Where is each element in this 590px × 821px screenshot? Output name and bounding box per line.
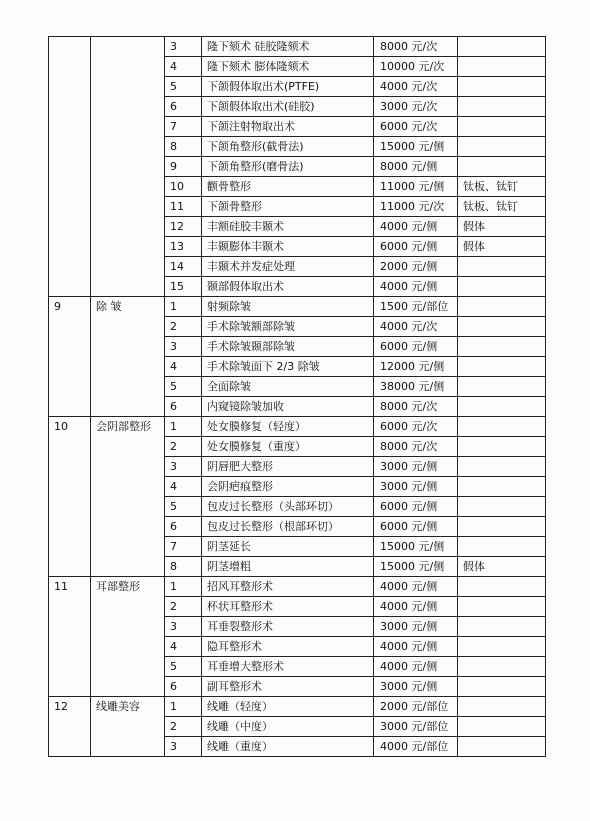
item-price-cell: 3000 元/侧 <box>374 457 458 477</box>
item-note-cell <box>458 577 546 597</box>
item-note-cell <box>458 117 546 137</box>
item-name-cell: 隐耳整形术 <box>202 637 374 657</box>
item-note-cell <box>458 137 546 157</box>
item-number-cell: 6 <box>165 397 202 417</box>
category-number-cell <box>49 297 91 417</box>
item-note-cell <box>458 677 546 697</box>
item-note-cell <box>458 277 546 297</box>
item-note-cell <box>458 157 546 177</box>
item-number-cell: 9 <box>165 157 202 177</box>
item-price-cell: 3000 元/侧 <box>374 477 458 497</box>
item-price-cell: 10000 元/次 <box>374 57 458 77</box>
item-number-cell: 6 <box>165 677 202 697</box>
item-number-cell: 15 <box>165 277 202 297</box>
item-name-cell: 下颌假体取出术(硅胶) <box>202 97 374 117</box>
item-price-cell: 2000 元/部位 <box>374 697 458 717</box>
item-price-cell: 8000 元/次 <box>374 37 458 57</box>
item-price-cell: 3000 元/侧 <box>374 677 458 697</box>
item-price-cell: 4000 元/部位 <box>374 737 458 757</box>
item-note-cell: 钛板、钛钉 <box>458 197 546 217</box>
item-name-cell: 耳垂裂整形术 <box>202 617 374 637</box>
item-number-cell: 7 <box>165 117 202 137</box>
item-name-cell: 杯状耳整形术 <box>202 597 374 617</box>
item-number-cell: 5 <box>165 77 202 97</box>
item-name-cell: 手术除皱颞部除皱 <box>202 337 374 357</box>
item-price-cell: 8000 元/次 <box>374 397 458 417</box>
item-note-cell <box>458 697 546 717</box>
item-price-cell: 11000 元/侧 <box>374 177 458 197</box>
item-name-cell: 手术除皱面下 2/3 除皱 <box>202 357 374 377</box>
item-number-cell: 11 <box>165 197 202 217</box>
item-name-cell: 隆下颏术 硅胶隆颏术 <box>202 37 374 57</box>
table-row <box>49 37 546 57</box>
category-number-cell <box>49 697 91 757</box>
item-note-cell <box>458 477 546 497</box>
item-number-cell: 5 <box>165 497 202 517</box>
category-name: 会阴部整形 <box>96 420 151 433</box>
category-name: 除 皱 <box>96 300 122 313</box>
item-note-cell <box>458 337 546 357</box>
item-price-cell: 15000 元/侧 <box>374 537 458 557</box>
item-name-cell: 阴唇肥大整形 <box>202 457 374 477</box>
item-note-cell <box>458 437 546 457</box>
item-number-cell: 2 <box>165 317 202 337</box>
item-price-cell: 1500 元/部位 <box>374 297 458 317</box>
item-number-cell: 6 <box>165 97 202 117</box>
item-price-cell: 4000 元/侧 <box>374 577 458 597</box>
item-name-cell: 丰颞膨体丰颞术 <box>202 237 374 257</box>
item-name-cell: 招风耳整形术 <box>202 577 374 597</box>
category-name-cell <box>91 37 165 297</box>
item-name-cell: 处女膜修复（轻度） <box>202 417 374 437</box>
item-note-cell <box>458 517 546 537</box>
category-number-cell <box>49 577 91 697</box>
item-number-cell: 2 <box>165 597 202 617</box>
item-price-cell: 8000 元/侧 <box>374 157 458 177</box>
category-name-cell <box>91 697 165 757</box>
item-note-cell <box>458 497 546 517</box>
table-row <box>49 577 546 597</box>
category-number-cell <box>49 417 91 577</box>
item-note-cell <box>458 97 546 117</box>
item-note-cell <box>458 377 546 397</box>
item-number-cell: 3 <box>165 617 202 637</box>
table-row <box>49 297 546 317</box>
item-note-cell: 假体 <box>458 237 546 257</box>
item-name-cell: 下颌角整形(截骨法) <box>202 137 374 157</box>
item-number-cell: 2 <box>165 717 202 737</box>
price-table <box>48 36 546 757</box>
item-number-cell: 1 <box>165 297 202 317</box>
category-number: 10 <box>54 420 68 433</box>
item-price-cell: 3000 元/侧 <box>374 617 458 637</box>
item-price-cell: 12000 元/侧 <box>374 357 458 377</box>
item-price-cell: 6000 元/次 <box>374 117 458 137</box>
item-number-cell: 2 <box>165 437 202 457</box>
item-price-cell: 4000 元/侧 <box>374 277 458 297</box>
category-number: 9 <box>54 300 61 313</box>
category-number: 12 <box>54 700 68 713</box>
item-price-cell: 4000 元/次 <box>374 77 458 97</box>
item-note-cell <box>458 397 546 417</box>
item-price-cell: 11000 元/次 <box>374 197 458 217</box>
item-note-cell <box>458 317 546 337</box>
item-name-cell: 线雕（轻度） <box>202 697 374 717</box>
item-note-cell <box>458 77 546 97</box>
item-number-cell: 4 <box>165 357 202 377</box>
item-number-cell: 4 <box>165 57 202 77</box>
category-name-cell <box>91 417 165 577</box>
table-row <box>49 697 546 717</box>
item-number-cell: 6 <box>165 517 202 537</box>
item-number-cell: 1 <box>165 577 202 597</box>
item-number-cell: 1 <box>165 697 202 717</box>
item-name-cell: 丰额硅胶丰颞术 <box>202 217 374 237</box>
item-note-cell: 假体 <box>458 217 546 237</box>
item-name-cell: 线雕（重度） <box>202 737 374 757</box>
item-price-cell: 6000 元/侧 <box>374 517 458 537</box>
item-number-cell: 3 <box>165 737 202 757</box>
item-name-cell: 下颌骨整形 <box>202 197 374 217</box>
item-name-cell: 包皮过长整形（根部环切） <box>202 517 374 537</box>
item-note-cell <box>458 597 546 617</box>
item-number-cell: 8 <box>165 557 202 577</box>
item-price-cell: 4000 元/侧 <box>374 637 458 657</box>
item-price-cell: 3000 元/次 <box>374 97 458 117</box>
item-note-cell <box>458 657 546 677</box>
item-note-cell <box>458 737 546 757</box>
item-name-cell: 阴茎延长 <box>202 537 374 557</box>
item-name-cell: 线雕（中度） <box>202 717 374 737</box>
item-note-cell <box>458 717 546 737</box>
item-number-cell: 5 <box>165 377 202 397</box>
item-name-cell: 丰颞术并发症处理 <box>202 257 374 277</box>
item-number-cell: 14 <box>165 257 202 277</box>
item-number-cell: 3 <box>165 337 202 357</box>
category-name: 耳部整形 <box>96 580 140 593</box>
item-price-cell: 15000 元/侧 <box>374 137 458 157</box>
item-number-cell: 12 <box>165 217 202 237</box>
item-number-cell: 4 <box>165 637 202 657</box>
item-price-cell: 38000 元/侧 <box>374 377 458 397</box>
item-name-cell: 副耳整形术 <box>202 677 374 697</box>
category-name-cell <box>91 577 165 697</box>
category-number-cell <box>49 37 91 297</box>
item-price-cell: 2000 元/侧 <box>374 257 458 277</box>
item-number-cell: 1 <box>165 417 202 437</box>
item-name-cell: 下颌注射物取出术 <box>202 117 374 137</box>
item-note-cell <box>458 57 546 77</box>
item-note-cell <box>458 637 546 657</box>
item-note-cell <box>458 417 546 437</box>
item-note-cell <box>458 257 546 277</box>
item-price-cell: 15000 元/侧 <box>374 557 458 577</box>
item-number-cell: 8 <box>165 137 202 157</box>
item-price-cell: 4000 元/侧 <box>374 597 458 617</box>
item-note-cell <box>458 537 546 557</box>
item-note-cell <box>458 457 546 477</box>
item-name-cell: 隆下颏术 膨体隆颏术 <box>202 57 374 77</box>
item-price-cell: 4000 元/侧 <box>374 657 458 677</box>
item-price-cell: 6000 元/侧 <box>374 337 458 357</box>
item-note-cell <box>458 37 546 57</box>
item-name-cell: 会阴疤痕整形 <box>202 477 374 497</box>
item-name-cell: 处女膜修复（重度） <box>202 437 374 457</box>
item-number-cell: 4 <box>165 477 202 497</box>
item-name-cell: 包皮过长整形（头部环切） <box>202 497 374 517</box>
category-name: 线雕美容 <box>96 700 140 713</box>
item-name-cell: 颧骨整形 <box>202 177 374 197</box>
item-note-cell <box>458 617 546 637</box>
item-name-cell: 阴茎增粗 <box>202 557 374 577</box>
item-name-cell: 手术除皱额部除皱 <box>202 317 374 337</box>
item-number-cell: 13 <box>165 237 202 257</box>
item-price-cell: 6000 元/次 <box>374 417 458 437</box>
item-name-cell: 射频除皱 <box>202 297 374 317</box>
item-number-cell: 3 <box>165 37 202 57</box>
item-note-cell: 假体 <box>458 557 546 577</box>
item-price-cell: 4000 元/侧 <box>374 217 458 237</box>
item-name-cell: 下颌假体取出术(PTFE) <box>202 77 374 97</box>
item-name-cell: 下颌角整形(磨骨法) <box>202 157 374 177</box>
item-number-cell: 5 <box>165 657 202 677</box>
item-price-cell: 3000 元/部位 <box>374 717 458 737</box>
item-name-cell: 颞部假体取出术 <box>202 277 374 297</box>
item-number-cell: 10 <box>165 177 202 197</box>
item-note-cell <box>458 357 546 377</box>
item-number-cell: 7 <box>165 537 202 557</box>
table-row <box>49 417 546 437</box>
item-number-cell: 3 <box>165 457 202 477</box>
item-price-cell: 8000 元/次 <box>374 437 458 457</box>
item-note-cell <box>458 297 546 317</box>
item-name-cell: 内窥镜除皱加收 <box>202 397 374 417</box>
item-price-cell: 6000 元/侧 <box>374 237 458 257</box>
item-price-cell: 4000 元/次 <box>374 317 458 337</box>
item-note-cell: 钛板、钛钉 <box>458 177 546 197</box>
price-table-body <box>49 37 546 757</box>
category-number: 11 <box>54 580 68 593</box>
category-name-cell <box>91 297 165 417</box>
item-name-cell: 全面除皱 <box>202 377 374 397</box>
item-name-cell: 耳垂增大整形术 <box>202 657 374 677</box>
item-price-cell: 6000 元/侧 <box>374 497 458 517</box>
